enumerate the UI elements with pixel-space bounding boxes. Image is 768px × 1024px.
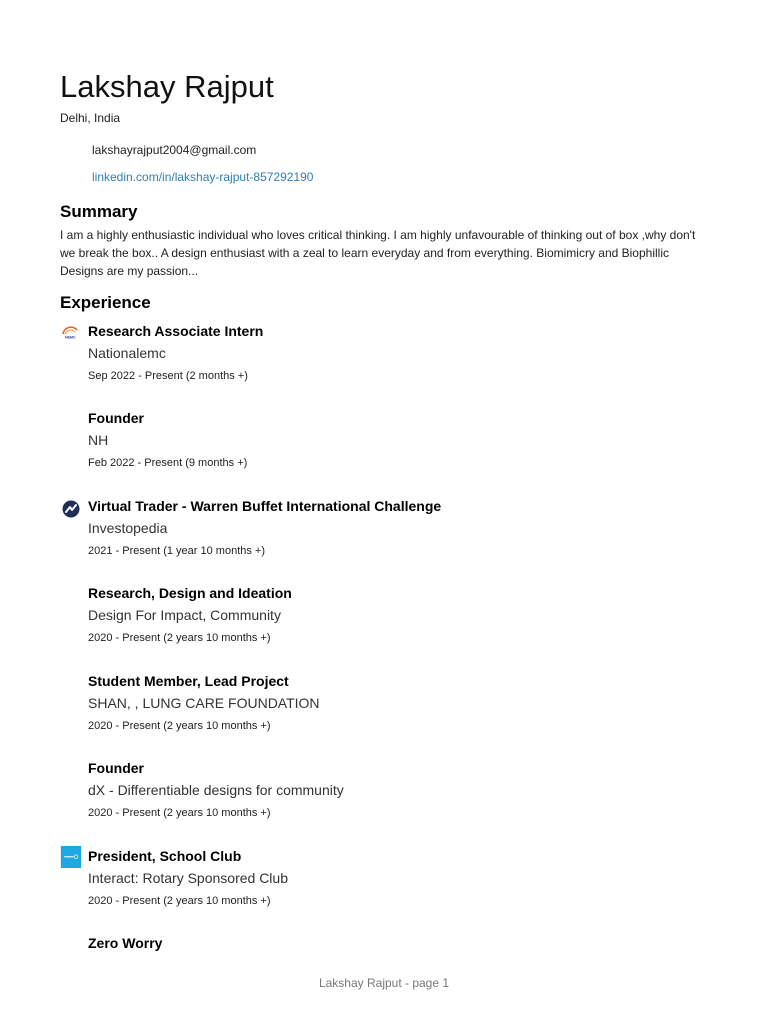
company-name: Investopedia xyxy=(88,520,168,536)
job-dates: Sep 2022 - Present (2 months +) xyxy=(88,370,248,382)
experience-item xyxy=(88,498,708,558)
company-name: dX - Differentiable designs for community xyxy=(88,782,344,798)
job-title: Research, Design and Ideation xyxy=(88,585,292,601)
candidate-name: Lakshay Rajput xyxy=(60,69,274,104)
investopedia-logo xyxy=(60,498,82,520)
experience-item xyxy=(88,935,708,952)
experience-item xyxy=(88,410,708,470)
job-title: Founder xyxy=(88,760,144,776)
summary-heading: Summary xyxy=(60,202,138,221)
company-name: Design For Impact, Community xyxy=(88,607,281,623)
job-title: Research Associate Intern xyxy=(88,323,264,339)
experience-item xyxy=(88,848,708,908)
job-dates: 2021 - Present (1 year 10 months +) xyxy=(88,545,266,557)
location-text: Delhi, India xyxy=(60,111,121,125)
interact-logo xyxy=(60,846,82,868)
experience-item xyxy=(88,323,708,383)
job-dates: Feb 2022 - Present (9 months +) xyxy=(88,457,248,469)
job-title: Founder xyxy=(88,410,144,426)
company-name: Interact: Rotary Sponsored Club xyxy=(88,870,288,886)
linkedin-link[interactable]: linkedin.com/in/lakshay-rajput-857292190 xyxy=(92,170,314,184)
job-dates: 2020 - Present (2 years 10 months +) xyxy=(88,895,271,907)
svg-text:NEMC: NEMC xyxy=(65,335,76,340)
experience-heading: Experience xyxy=(60,293,151,312)
nationalemc-logo xyxy=(60,324,82,346)
summary-text: I am a highly enthusiastic individual who loves critical thinking. I am highly unfavourable of thinking out of box ,why don't we break the box.. A design enthusiast with a zeal to learn everyday and from everything. Biomimicry and Biophillic Designs are my passion... xyxy=(60,228,696,278)
experience-item xyxy=(88,760,708,820)
company-name: NH xyxy=(88,432,109,448)
company-name: Nationalemc xyxy=(88,345,166,361)
job-dates: 2020 - Present (2 years 10 months +) xyxy=(88,807,271,819)
company-name: SHAN, , LUNG CARE FOUNDATION xyxy=(88,695,320,711)
job-title: Virtual Trader - Warren Buffet International Challenge xyxy=(88,498,442,514)
experience-item xyxy=(88,585,708,645)
experience-item xyxy=(88,673,708,733)
job-title: Student Member, Lead Project xyxy=(88,673,289,689)
job-dates: 2020 - Present (2 years 10 months +) xyxy=(88,720,271,732)
job-title: President, School Club xyxy=(88,848,242,864)
email-text: lakshayrajput2004@gmail.com xyxy=(92,143,257,157)
page-footer: Lakshay Rajput - page 1 xyxy=(318,976,450,990)
job-dates: 2020 - Present (2 years 10 months +) xyxy=(88,632,271,644)
job-title: Zero Worry xyxy=(88,935,163,951)
